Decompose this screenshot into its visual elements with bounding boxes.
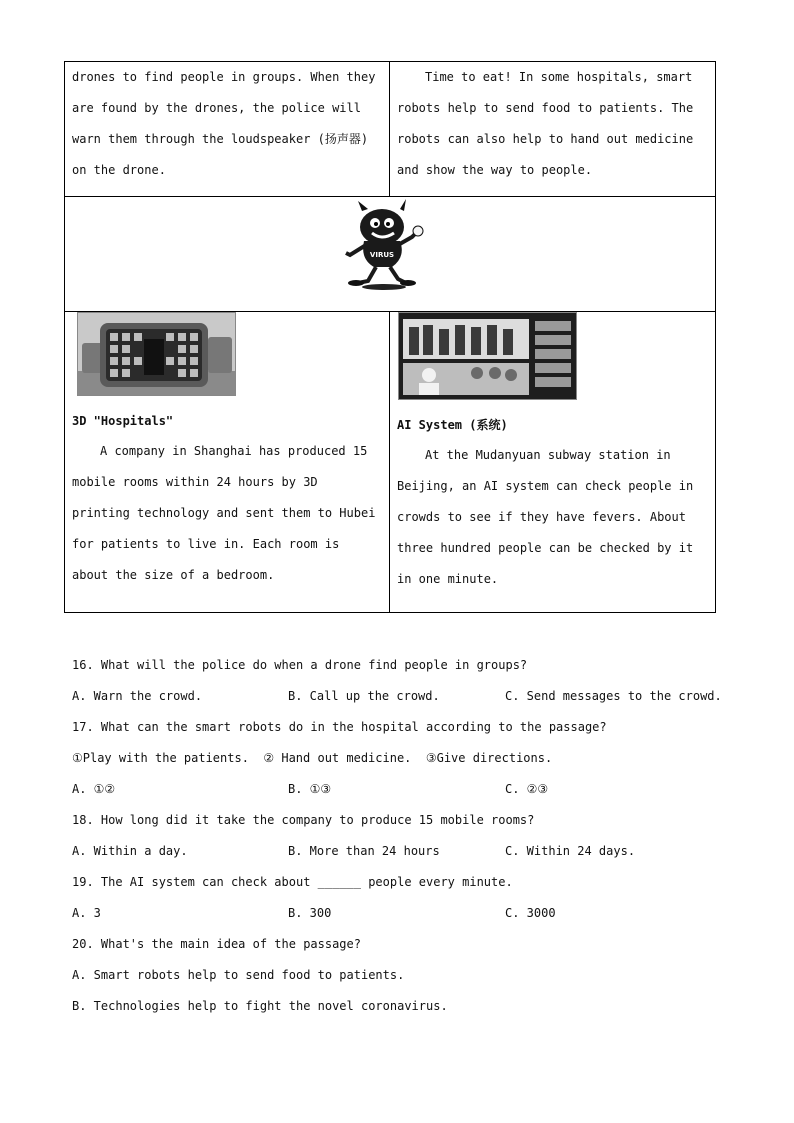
ai-system-cell <box>390 312 716 613</box>
questions-section <box>72 650 722 1022</box>
question-19-option-b[interactable]: B. 300 <box>288 906 332 920</box>
question-16-option-a[interactable]: A. Warn the crowd. <box>72 689 203 703</box>
question-17-options <box>72 774 722 805</box>
question-18-option-a[interactable]: A. Within a day. <box>72 844 188 858</box>
question-17-stem: 17. What can the smart robots do in the hospital according to the passage? <box>72 720 607 734</box>
virus-cartoon-image <box>340 197 440 293</box>
question-16-option-c[interactable]: C. Send messages to the crowd. <box>505 689 722 703</box>
question-17-choices: ①Play with the patients. ② Hand out medicine. ③Give directions. <box>72 751 553 765</box>
hospitals-cell <box>65 312 390 613</box>
question-20-option-a[interactable]: A. Smart robots help to send food to patients. <box>72 968 405 982</box>
question-20-stem: 20. What's the main idea of the passage? <box>72 937 361 951</box>
hospitals-paragraph: A company in Shanghai has produced 15 mobile rooms within 24 hours by 3D printing technology and sent them to Hubei for patients to live in. Each room is about the size of a bedroom. <box>72 444 376 582</box>
question-16-option-b[interactable]: B. Call up the crowd. <box>288 689 440 703</box>
mobile-rooms-photo <box>77 312 236 396</box>
question-19-options <box>72 898 722 929</box>
question-20-option-b[interactable]: B. Technologies help to fight the novel coronavirus. <box>72 999 448 1013</box>
hospitals-title: 3D "Hospitals" <box>72 414 174 428</box>
robots-paragraph: Time to eat! In some hospitals, smart robots help to send food to patients. The robots can also help to hand out medicine and show the way to people. <box>397 70 694 177</box>
drones-cell <box>65 62 390 197</box>
question-16-options <box>72 681 722 712</box>
question-17-option-c[interactable]: C. ②③ <box>505 782 549 796</box>
robots-cell <box>390 62 716 197</box>
ai-system-title: AI System (系统) <box>397 418 508 432</box>
ai-system-paragraph: At the Mudanyuan subway station in Beijing, an AI system can check people in crowds to see if they have fevers. About three hundred people can be checked by it in one minute. <box>397 448 694 586</box>
question-16-stem: 16. What will the police do when a drone find people in groups? <box>72 658 528 672</box>
ai-system-photo <box>398 312 577 400</box>
drones-paragraph: drones to find people in groups. When they are found by the drones, the police will warn them through the loudspeaker (扬声器) on the drone. <box>72 70 376 177</box>
question-17-option-b[interactable]: B. ①③ <box>288 782 332 796</box>
virus-cell <box>65 197 716 312</box>
virus-label: VIRUS <box>369 251 395 259</box>
question-18-option-b[interactable]: B. More than 24 hours <box>288 844 440 858</box>
question-19-stem: 19. The AI system can check about ______ people every minute. <box>72 875 513 889</box>
question-18-stem: 18. How long did it take the company to produce 15 mobile rooms? <box>72 813 535 827</box>
question-17-option-a[interactable]: A. ①② <box>72 782 116 796</box>
question-19-option-a[interactable]: A. 3 <box>72 906 101 920</box>
question-19-option-c[interactable]: C. 3000 <box>505 906 556 920</box>
question-18-options <box>72 836 722 867</box>
passage-table <box>64 61 716 613</box>
question-18-option-c[interactable]: C. Within 24 days. <box>505 844 636 858</box>
